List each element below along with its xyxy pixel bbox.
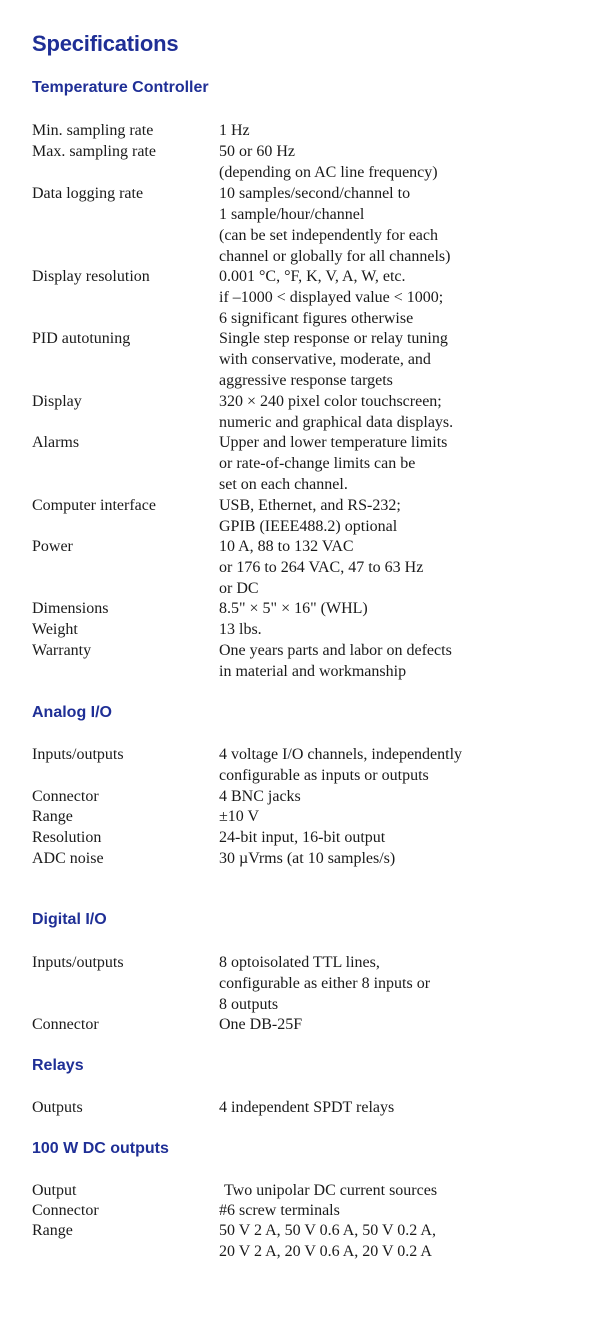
spec-label: ADC noise [32,850,104,867]
spec-value: 8.5" × 5" × 16" (WHL) [219,600,368,617]
spec-value: 13 lbs. [219,621,262,638]
spec-value: 50 or 60 Hz (depending on AC line frequency) [219,143,438,181]
spec-label: Range [32,1222,73,1239]
spec-value: 8 optoisolated TTL lines, configurable as either 8 inputs or 8 outputs [219,954,431,1013]
spec-value: One years parts and labor on defects in material and workmanship [219,642,452,680]
section-title: Relays [32,1057,84,1074]
spec-label: Data logging rate [32,185,144,202]
spec-label: Power [32,538,73,555]
section-title: Temperature Controller [32,79,209,96]
spec-label: Inputs/outputs [32,746,124,763]
spec-label: Connector [32,788,99,805]
section-title: Digital I/O [32,911,107,928]
spec-value: 10 samples/second/channel to 1 sample/hour/channel (can be set independently for each channel or globally for all channels) [219,185,451,265]
spec-label: Warranty [32,642,92,659]
spec-value: 10 A, 88 to 132 VAC or 176 to 264 VAC, 47 to 63 Hz or DC [219,538,424,597]
spec-label: Connector [32,1202,99,1219]
spec-label: Weight [32,621,78,638]
spec-label: Min. sampling rate [32,122,154,139]
spec-value: One DB-25F [219,1016,303,1033]
spec-label: Max. sampling rate [32,143,156,160]
spec-label: Computer interface [32,497,156,514]
spec-value: 0.001 °C, °F, K, V, A, W, etc. if –1000 < displayed value < 1000; 6 significant figures otherwise [219,268,444,327]
spec-label: Inputs/outputs [32,954,124,971]
spec-label: Range [32,808,73,825]
spec-value: 4 BNC jacks [219,788,301,805]
spec-value: 4 voltage I/O channels, independently configurable as inputs or outputs [219,746,463,784]
spec-label: Connector [32,1016,99,1033]
spec-label: Alarms [32,434,80,451]
spec-value: ±10 V [219,808,260,825]
spec-label: Resolution [32,829,102,846]
spec-value: #6 screw terminals [219,1202,340,1219]
spec-value: 30 µVrms (at 10 samples/s) [219,850,396,867]
spec-value: Upper and lower temperature limits or rate-of-change limits can be set on each channel. [219,434,448,493]
spec-value: USB, Ethernet, and RS-232; GPIB (IEEE488.2) optional [219,497,401,535]
page-title: Specifications [32,31,179,56]
spec-value: 1 Hz [219,122,250,139]
section-title: Analog I/O [32,704,112,721]
spec-value: 320 × 240 pixel color touchscreen; numeric and graphical data displays. [219,393,454,431]
spec-label: PID autotuning [32,330,131,347]
spec-label: Outputs [32,1099,83,1116]
spec-label: Display [32,393,82,410]
spec-label: Output [32,1182,77,1199]
spec-value: Two unipolar DC current sources [224,1182,438,1199]
spec-label: Dimensions [32,600,109,617]
spec-value: 4 independent SPDT relays [219,1099,395,1116]
spec-label: Display resolution [32,268,150,285]
spec-value: Single step response or relay tuning with conservative, moderate, and aggressive response targets [219,330,448,389]
spec-value: 24-bit input, 16-bit output [219,829,386,846]
section-title: 100 W DC outputs [32,1140,169,1157]
spec-value: 50 V 2 A, 50 V 0.6 A, 50 V 0.2 A, 20 V 2 A, 20 V 0.6 A, 20 V 0.2 A [219,1222,436,1260]
